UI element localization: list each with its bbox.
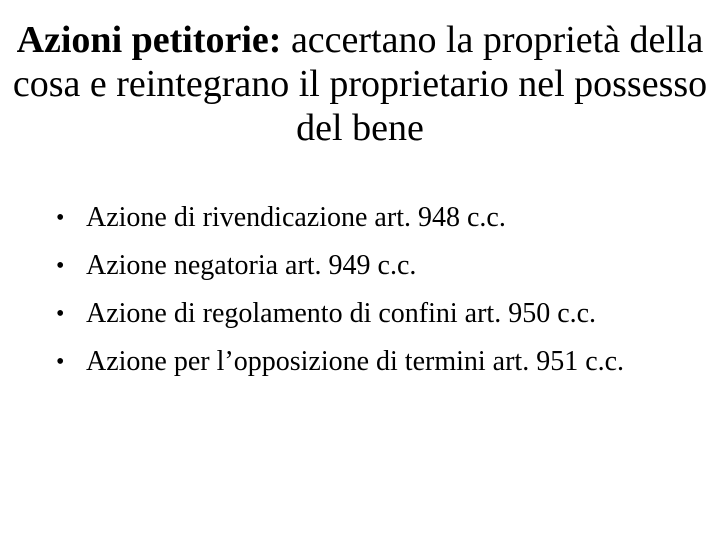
bullet-icon: • [56, 349, 65, 375]
list-item [50, 290, 710, 338]
slide-title-rest: accertano la proprietà della cosa e reintegrano il proprietario nel possesso del bene [12, 19, 708, 149]
list-item-text: Azione per l’opposizione di termini art. 951 c.c. [86, 346, 625, 377]
bullet-icon: • [56, 205, 65, 231]
bullet-icon: • [56, 253, 65, 279]
list-item-text: Azione negatoria art. 949 c.c. [86, 250, 417, 281]
list-item-text: Azione di rivendicazione art. 948 c.c. [86, 202, 506, 233]
slide-title [10, 18, 710, 150]
bullet-list [50, 194, 710, 386]
list-item [50, 242, 710, 290]
list-item [50, 194, 710, 242]
list-item-text: Azione di regolamento di confini art. 950 c.c. [86, 298, 597, 329]
bullet-icon: • [56, 301, 65, 327]
slide-title-bold: Azioni petitorie: [16, 19, 282, 61]
list-item [50, 338, 710, 386]
